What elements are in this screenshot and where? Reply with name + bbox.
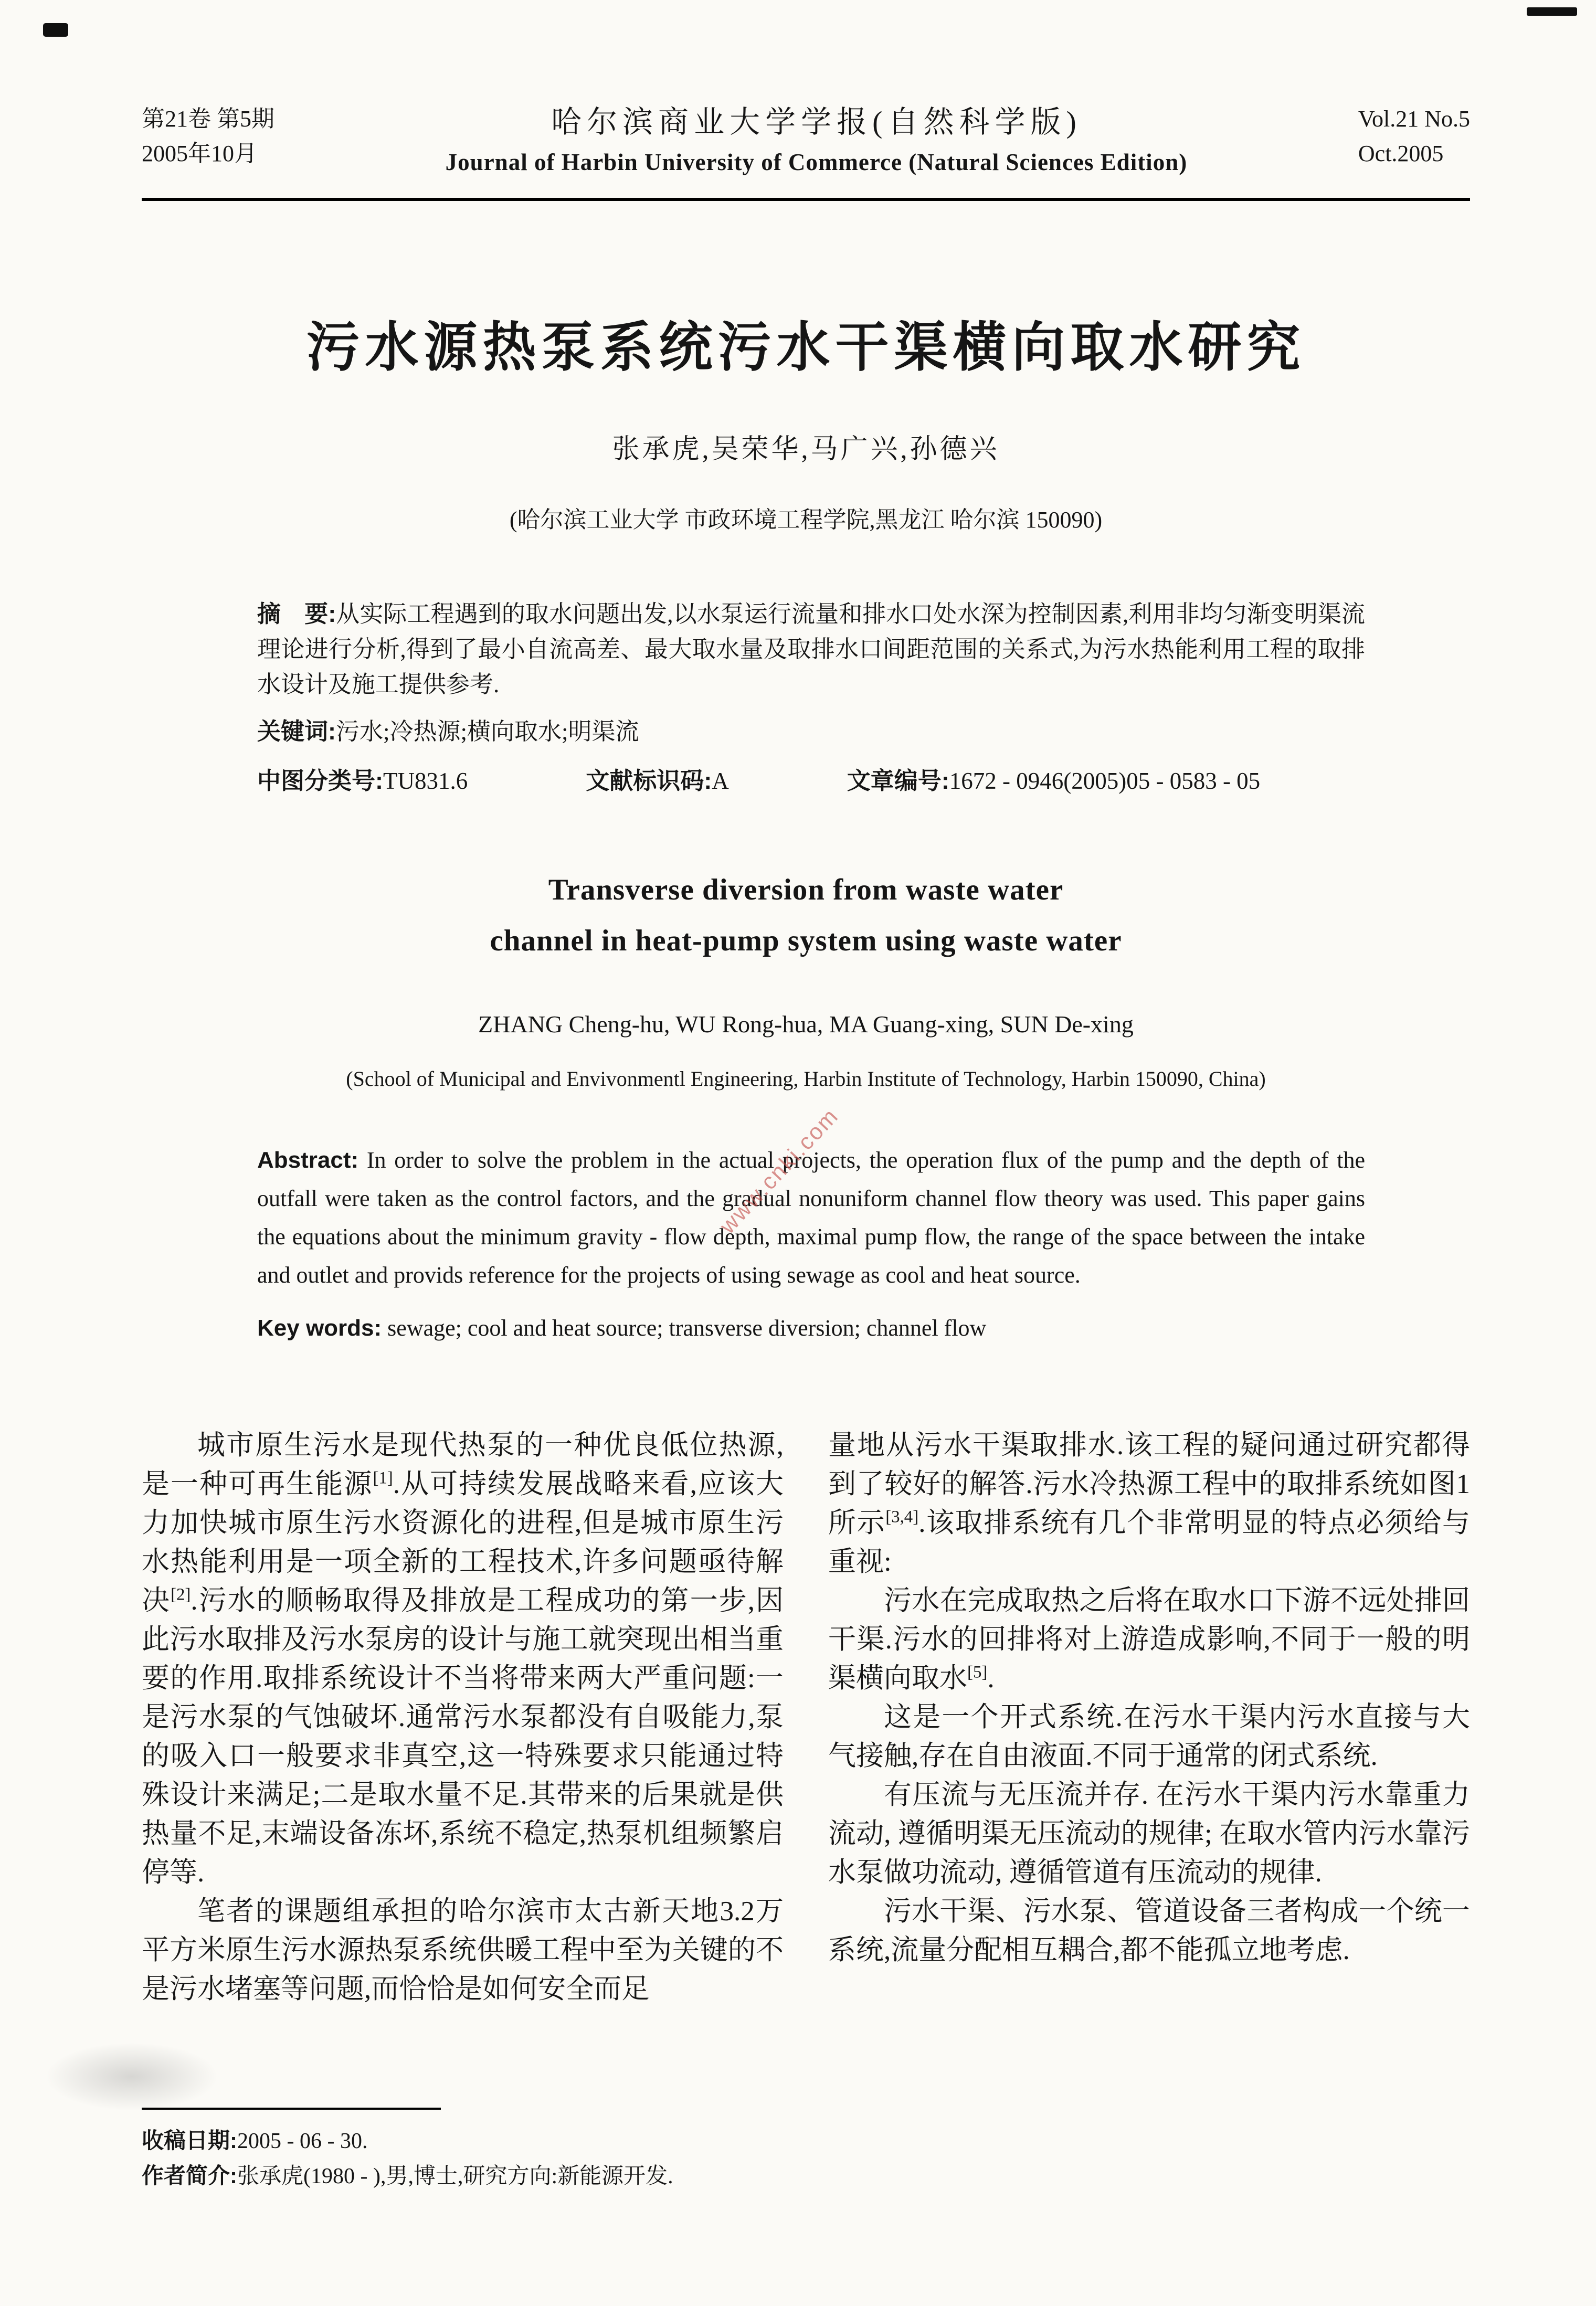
journal-name-cn: 哈尔滨商业大学学报(自然科学版) xyxy=(551,105,1082,139)
header-center xyxy=(274,97,1358,176)
volume-issue-cn: 第21卷 第5期 xyxy=(142,106,274,132)
meta-line xyxy=(257,763,1365,799)
header-right xyxy=(1358,102,1470,171)
body-paragraph: 笔者的课题组承担的哈尔滨市太古新天地3.2万平方米原生污水源热泵系统供暖工程中至为关键的不是污水堵塞等问题,而恰恰是如何安全而足 xyxy=(142,1896,784,2004)
clc-number xyxy=(257,763,468,799)
body-column-right xyxy=(828,1426,1470,2008)
doc-code-value: A xyxy=(712,768,729,794)
clc-value: TU831.6 xyxy=(383,768,468,794)
keywords-text-cn: 污水;冷热源;横向取水;明渠流 xyxy=(336,718,639,745)
article-affiliation: (哈尔滨工业大学 市政环境工程学院,黑龙江 哈尔滨 150090) xyxy=(509,507,1103,533)
journal-header xyxy=(142,97,1470,176)
journal-name-en: Journal of Harbin University of Commerce (Natural Sciences Edition) xyxy=(445,149,1188,175)
body-paragraph: 量地从污水干渠取排水.该工程的疑问通过研究都得到了较好的解答.污水冷热源工程中的取排系统如图1所示[3,4].该取排系统有几个非常明显的特点必须给与重视: xyxy=(828,1430,1471,1577)
clc-label: 中图分类号: xyxy=(257,767,383,794)
date-cn: 2005年10月 xyxy=(142,141,257,166)
scan-artifact xyxy=(1527,7,1577,16)
abstract-en xyxy=(257,1141,1365,1294)
abstract-cn xyxy=(257,596,1365,702)
article-body xyxy=(142,1426,1470,2008)
keywords-label-cn: 关键词: xyxy=(257,718,336,745)
body-paragraph: 污水在完成取热之后将在取水口下游不远处排回干渠.污水的回排将对上游造成影响,不同于一般的明渠横向取水[5]. xyxy=(828,1585,1470,1694)
abstract-text-cn: 从实际工程遇到的取水问题出发,以水泵运行流量和排水口处水深为控制因素,利用非均匀渐变明渠流理论进行分析,得到了最小自流高差、最大取水量及取排水口间距范围的关系式,为污水热能利用工程的取排水设计及施工提供参考. xyxy=(257,601,1365,697)
header-rule xyxy=(142,198,1470,201)
author-bio-label: 作者简介: xyxy=(142,2163,237,2188)
article-id xyxy=(847,763,1260,799)
keywords-en xyxy=(257,1309,1365,1347)
doc-code-label: 文献标识码: xyxy=(586,767,712,794)
date-en: Oct.2005 xyxy=(1358,141,1444,166)
received-date-value: 2005 - 06 - 30. xyxy=(237,2129,368,2153)
article-id-label: 文章编号: xyxy=(847,767,949,794)
page-footer xyxy=(142,2108,1470,2194)
body-paragraph: 这是一个开式系统.在污水干渠内污水直接与大气接触,存在自由液面.不同于通常的闭式系统. xyxy=(828,1702,1470,1771)
author-bio-value: 张承虎(1980 - ),男,博士,研究方向:新能源开发. xyxy=(237,2164,673,2188)
author-bio xyxy=(142,2159,1470,2194)
abstract-block-cn xyxy=(257,596,1365,799)
received-date-label: 收稿日期: xyxy=(142,2128,237,2153)
abstract-block-en xyxy=(257,1141,1365,1347)
header-left xyxy=(142,102,274,171)
english-authors: ZHANG Cheng-hu, WU Rong-hua, MA Guang-xing, SUN De-xing xyxy=(478,1011,1134,1038)
english-affiliation: (School of Municipal and Envivonmentl Engineering, Harbin Institute of Technology, Harbin 150090, China) xyxy=(346,1067,1266,1091)
body-paragraph: 污水干渠、污水泵、管道设备三者构成一个统一系统,流量分配相互耦合,都不能孤立地考虑. xyxy=(828,1896,1470,1965)
scan-artifact xyxy=(43,23,68,37)
cnki-watermark: www.cnki.com xyxy=(715,1103,844,1239)
received-date xyxy=(142,2123,1470,2159)
volume-issue-en: Vol.21 No.5 xyxy=(1358,106,1470,132)
abstract-label-en: Abstract: xyxy=(257,1147,359,1173)
keywords-text-en: sewage; cool and heat source; transverse diversion; channel flow xyxy=(387,1315,987,1341)
english-title-line1: Transverse diversion from waste water xyxy=(548,873,1064,906)
body-paragraph: 城市原生污水是现代热泵的一种优良低位热源,是一种可再生能源[1].从可持续发展战略来看,应该大力加快城市原生污水资源化的进程,但是城市原生污水热能利用是一项全新的工程技术,许多问题亟待解决[2].污水的顺畅取得及排放是工程成功的第一步,因此污水取排及污水泵房的设计与施工就突现出相当重要的作用.取排系统设计不当将带来两大严重问题:一是污水泵的气蚀破坏.通常污水泵都没有自吸能力,泵的吸入口一般要求非真空,这一特殊要求只能通过特殊设计来满足;二是取水量不足.其带来的后果就是供热量不足,末端设备冻坏,系统不稳定,热泵机组频繁启停等. xyxy=(142,1430,784,1888)
abstract-text-en: In order to solve the problem in the actual projects, the operation flux of the pump and the depth of the outfall were taken as the control factors, and the gradual nonuniform channel flow theory was used. This paper gains the equations about the minimum gravity - flow depth, maximal pump flow, the range of the space between the intake and outlet and provids reference for the projects of using sewage as cool and heat source. xyxy=(257,1147,1365,1288)
article-title: 污水源热泵系统污水干渠横向取水研究 xyxy=(306,318,1306,377)
keywords-label-en: Key words: xyxy=(257,1315,382,1341)
article-authors: 张承虎,吴荣华,马广兴,孙德兴 xyxy=(612,435,1000,464)
english-title xyxy=(142,864,1470,966)
body-paragraph: 有压流与无压流并存. 在污水干渠内污水靠重力流动, 遵循明渠无压流动的规律; 在取水管内污水靠污水泵做功流动, 遵循管道有压流动的规律. xyxy=(828,1780,1470,1888)
scan-smudge-artifact xyxy=(45,2043,218,2111)
english-title-line2: channel in heat-pump system using waste water xyxy=(490,924,1122,957)
article-id-value: 1672 - 0946(2005)05 - 0583 - 05 xyxy=(949,768,1261,794)
body-column-left xyxy=(142,1426,784,2008)
abstract-label-cn: 摘 要: xyxy=(257,600,336,627)
document-code xyxy=(586,763,729,799)
footer-rule xyxy=(142,2108,441,2110)
keywords-cn xyxy=(257,714,1365,749)
